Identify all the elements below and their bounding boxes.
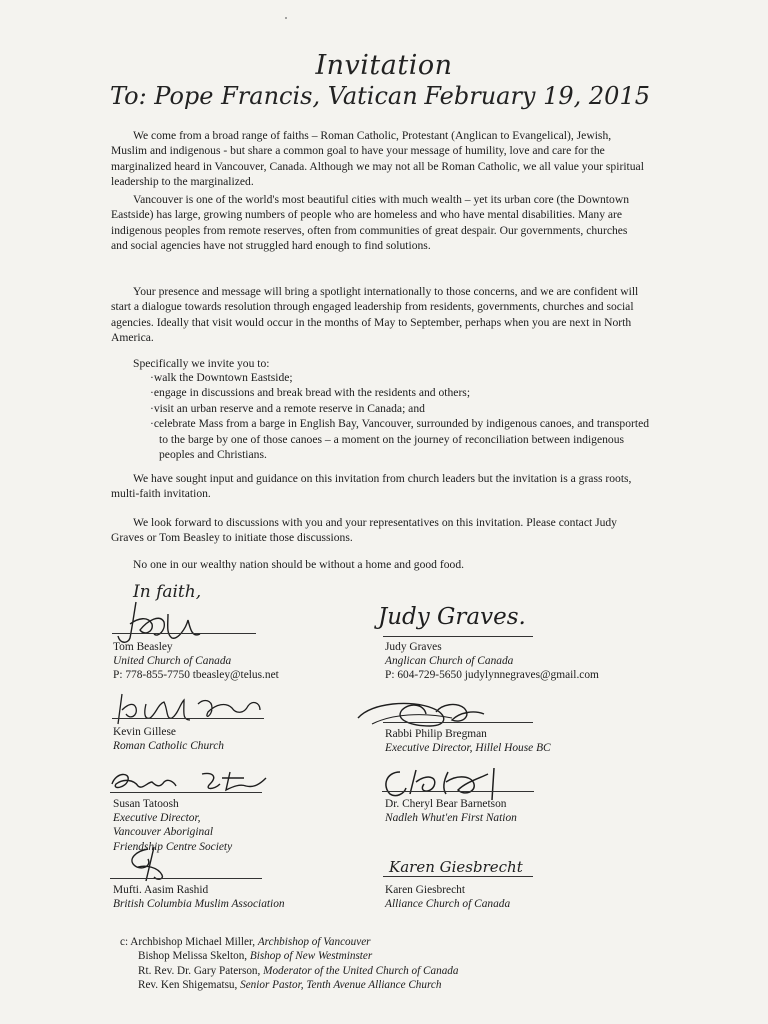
signatory-org: United Church of Canada [113,655,232,668]
letter-date: February 19, 2015 [424,82,650,110]
paragraph-contact [111,515,647,546]
signature-line [382,791,534,792]
cc-name: Rev. Ken Shigematsu, [138,978,238,991]
salutation: To: Pope Francis, Vatican [110,82,418,110]
letter-title: Invitation [315,50,453,81]
signature-line [383,722,533,723]
cc-row [120,978,458,992]
signatory-tom-beasley [113,640,279,683]
paragraph-text: We look forward to discussions with you and your representatives on this invitation. Please contact Judy Graves or Tom Beasley to initiate those discussions. [111,516,617,545]
signature-line [110,792,262,793]
signatory-name: Dr. Cheryl Bear Barnetson [385,798,507,810]
signatory-karen-giesbrecht [385,883,510,911]
signatory-kevin-gillese [113,725,224,753]
paragraph-input [111,471,647,502]
paragraph-faiths [111,128,647,190]
cc-row [120,935,458,949]
signature-line [110,878,262,879]
list-item: · engage in discussions and break bread with the residents and others; [150,385,658,400]
signatory-org-line3: Friendship Centre Society [113,840,233,853]
signatory-contact: P: 778-855-7750 tbeasley@telus.net [113,669,279,682]
signature-judy-graves: Judy Graves. [378,604,526,630]
signature-karen-giesbrecht: Karen Giesbrecht [389,858,523,876]
list-item: · visit an urban reserve and a remote reserve in Canada; and [150,401,658,416]
signatory-cheryl-bear-barnetson [385,797,517,825]
signatory-org: British Columbia Muslim Association [113,898,285,911]
signatory-org: Alliance Church of Canada [385,898,511,911]
paragraph-text: Your presence and message will bring a spotlight internationally to those concerns, and we are confident will start a dialogue towards resolution through engaged leadership from residents, governments, churches and social agencies. Ideally that visit would occur in the months of May to September, perhaps when you are next in North America. [111,285,639,345]
cc-position: Bishop of New Westminster [249,950,373,963]
cc-name: Archbishop Michael Miller, [130,936,256,948]
signatory-judy-graves [385,640,599,683]
signatory-org: Nadleh Whut'en First Nation [385,812,517,825]
cc-position: Archbishop of Vancouver [257,936,371,948]
signatory-name: Kevin Gillese [113,726,176,738]
signature-line [383,876,533,877]
cc-position: Moderator of the United Church of Canada [263,964,459,977]
invitation-list [150,370,658,462]
paragraph-closing-line [111,557,647,572]
signatory-contact: P: 604-729-5650 judylynnegraves@gmail.com [385,669,599,682]
cc-row [120,949,458,963]
cc-name: Bishop Melissa Skelton, [138,950,248,963]
cc-list [120,935,458,992]
closing: In faith, [133,582,202,602]
list-item: · celebrate Mass from a barge in English Bay, Vancouver, surrounded by indigenous canoes, and transported to the barge by one of those canoes – a moment on the journey of reconciliation between indigenous peoples and Christians. [150,416,658,462]
signatory-org: Roman Catholic Church [113,740,224,753]
signature-line [383,636,533,637]
cc-name: Rt. Rev. Dr. Gary Paterson, [138,964,261,977]
signatory-org-line2: Vancouver Aboriginal [113,826,214,839]
signatory-name: Mufti. Aasim Rashid [113,884,209,896]
signatory-org: Executive Director, [113,812,201,825]
signatory-org: Executive Director, Hillel House BC [385,742,551,755]
list-item: · walk the Downtown Eastside; [150,370,658,385]
paragraph-vancouver [111,192,647,254]
signature-aasim-rashid [118,845,178,885]
paragraph-text: Specifically we invite you to: [133,357,270,370]
paragraph-text: Vancouver is one of the world's most beautiful cities with much wealth – yet its urban core (the Downtown Eastside) has large, growing numbers of people who are homeless and who have mental disabilities. Many are indigenous peoples from remote reserves, often from communities of great despair. Our governments, churches and social agencies have not struggled hard enough to find solutions. [111,193,629,253]
cc-row [120,964,458,978]
cc-position: Senior Pastor, Tenth Avenue Alliance Church [240,978,442,991]
signatory-philip-bregman [385,727,551,755]
paper-speck [285,17,287,19]
signature-kevin-gillese [108,690,273,730]
signatory-name: Rabbi Philip Bregman [385,728,487,740]
signatory-name: Tom Beasley [113,641,173,653]
signatory-aasim-rashid [113,883,285,911]
cc-prefix: c: [120,936,129,948]
signatory-name: Judy Graves [385,641,442,653]
paragraph-text: We have sought input and guidance on this invitation from church leaders but the invitation is a grass roots, multi-faith invitation. [111,472,632,501]
paragraph-text: No one in our wealthy nation should be without a home and good food. [133,558,465,571]
signatory-name: Karen Giesbrecht [385,884,466,896]
paragraph-text: We come from a broad range of faiths – Roman Catholic, Protestant (Anglican to Evangelical), Jewish, Muslim and indigenous - but share a common goal to have your message of humility, love and care for the marginalized heard in Vancouver, Canada. Although we may not all be Roman Catholic, we all value your spiritual leadership to the marginalized. [111,129,644,189]
signatory-org: Anglican Church of Canada [385,655,514,668]
paragraph-presence [111,284,647,346]
signature-tom-beasley [108,594,208,646]
signature-line [112,633,256,634]
signature-line [112,718,264,719]
signatory-name: Susan Tatoosh [113,798,179,810]
